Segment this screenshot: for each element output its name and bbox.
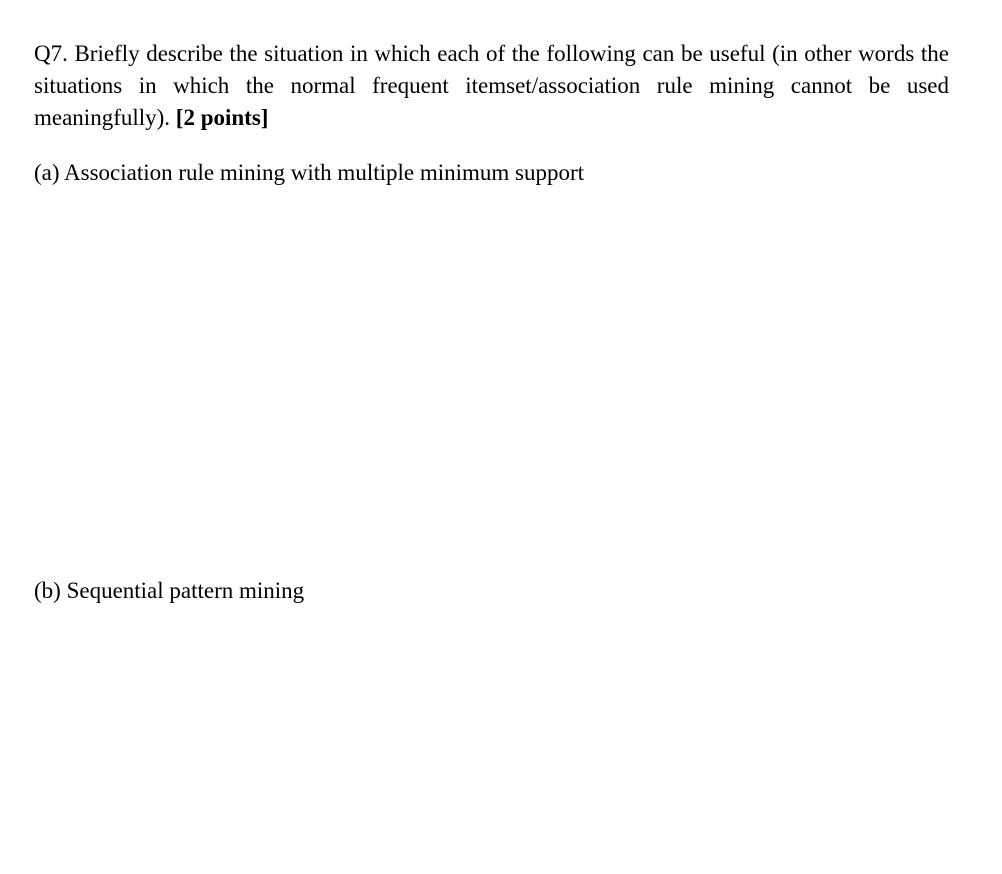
question-text: Q7. Briefly describe the situation in which each of the following can be useful (in other words the situations in which the normal frequent itemset/association rule mining cannot be used meaningfully). — [34, 41, 949, 130]
question-points: [2 points] — [175, 105, 269, 130]
question-q7 — [34, 38, 949, 134]
part-a-prompt: (a) Association rule mining with multiple minimum support — [34, 160, 585, 185]
part-b-prompt: (b) Sequential pattern mining — [34, 578, 305, 603]
